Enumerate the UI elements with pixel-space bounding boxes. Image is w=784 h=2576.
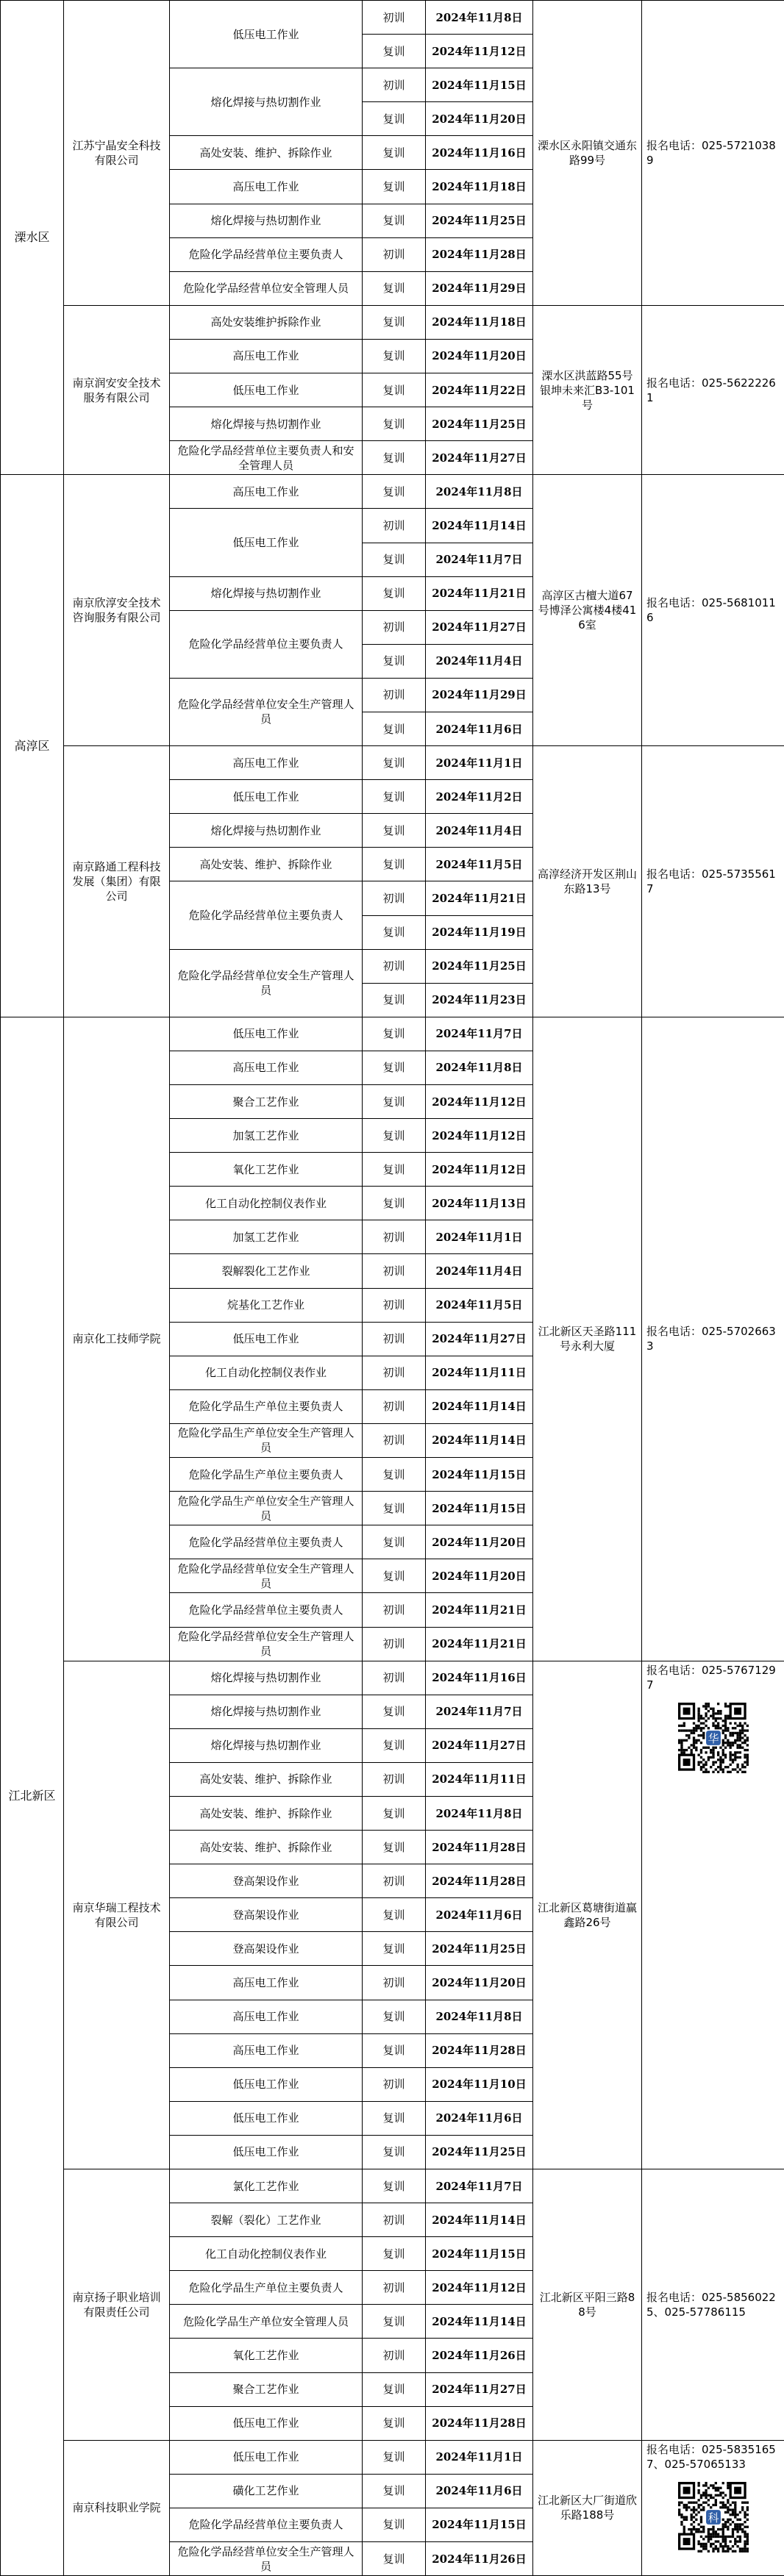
training-date-cell: 2024年11月12日 xyxy=(426,1085,533,1119)
contact-phone: 报名电话：025-57355617 xyxy=(646,867,780,896)
schedule-row xyxy=(1,1661,784,1695)
schedule-row xyxy=(1,305,784,339)
course-name-cell: 危险化学品经营单位安全生产管理人员 xyxy=(170,1559,363,1593)
training-date-cell: 2024年11月27日 xyxy=(426,2372,533,2406)
course-name-cell: 聚合工艺作业 xyxy=(170,2372,363,2406)
training-date-cell: 2024年11月6日 xyxy=(426,2101,533,2135)
course-name-cell: 危险化学品经营单位安全生产管理人员 xyxy=(170,1627,363,1661)
course-name-cell: 危险化学品经营单位安全生产管理人员 xyxy=(170,678,363,745)
course-name-cell: 熔化焊接与热切割作业 xyxy=(170,576,363,610)
training-type-cell: 复训 xyxy=(363,136,426,170)
course-name-cell: 高处安装、维护、拆除作业 xyxy=(170,1762,363,1796)
training-date-cell: 2024年11月4日 xyxy=(426,814,533,848)
training-date-cell: 2024年11月18日 xyxy=(426,170,533,204)
organization-cell: 江苏宁晶安全科技有限公司 xyxy=(64,1,170,306)
contact-phone: 报名电话：025-57026633 xyxy=(646,1324,780,1353)
contact-cell xyxy=(642,2169,784,2441)
training-date-cell: 2024年11月11日 xyxy=(426,1356,533,1389)
training-type-cell: 初训 xyxy=(363,1,426,35)
training-date-cell: 2024年11月11日 xyxy=(426,1762,533,1796)
training-date-cell: 2024年11月6日 xyxy=(426,2474,533,2508)
course-name-cell: 危险化学品经营单位安全生产管理人员 xyxy=(170,2542,363,2576)
address-cell: 江北新区大厂街道欣乐路188号 xyxy=(533,2440,642,2575)
training-type-cell: 初训 xyxy=(363,1254,426,1288)
course-name-cell: 裂解（裂化）工艺作业 xyxy=(170,2203,363,2237)
training-date-cell: 2024年11月28日 xyxy=(426,2406,533,2440)
training-date-cell: 2024年11月25日 xyxy=(426,204,533,237)
address-cell: 江北新区葛塘街道赢鑫路26号 xyxy=(533,1661,642,2169)
course-name-cell: 聚合工艺作业 xyxy=(170,1085,363,1119)
training-date-cell: 2024年11月6日 xyxy=(426,1898,533,1932)
training-type-cell: 初训 xyxy=(363,1661,426,1695)
training-type-cell: 复训 xyxy=(363,1153,426,1187)
training-date-cell: 2024年11月20日 xyxy=(426,102,533,136)
training-date-cell: 2024年11月29日 xyxy=(426,271,533,305)
schedule-row xyxy=(1,1017,784,1051)
training-type-cell: 复训 xyxy=(363,2169,426,2203)
contact-cell xyxy=(642,1017,784,1661)
training-type-cell: 初训 xyxy=(363,1864,426,1898)
course-name-cell: 低压电工作业 xyxy=(170,1,363,68)
training-type-cell: 复训 xyxy=(363,305,426,339)
course-name-cell: 高处安装维护拆除作业 xyxy=(170,305,363,339)
training-date-cell: 2024年11月28日 xyxy=(426,237,533,271)
training-date-cell: 2024年11月16日 xyxy=(426,136,533,170)
training-date-cell: 2024年11月25日 xyxy=(426,949,533,983)
address-cell: 溧水区永阳镇交通东路99号 xyxy=(533,1,642,306)
training-type-cell: 复训 xyxy=(363,746,426,780)
course-name-cell: 危险化学品经营单位主要负责人 xyxy=(170,610,363,678)
course-name-cell: 氯化工艺作业 xyxy=(170,2169,363,2203)
course-name-cell: 高压电工作业 xyxy=(170,2033,363,2067)
training-date-cell: 2024年11月27日 xyxy=(426,1728,533,1762)
course-name-cell: 危险化学品经营单位安全生产管理人员 xyxy=(170,949,363,1017)
course-name-cell: 熔化焊接与热切割作业 xyxy=(170,407,363,441)
training-type-cell: 复训 xyxy=(363,407,426,441)
training-type-cell: 复训 xyxy=(363,2033,426,2067)
training-date-cell: 2024年11月27日 xyxy=(426,610,533,644)
training-type-cell: 复训 xyxy=(363,2000,426,2033)
course-name-cell: 危险化学品经营单位主要负责人 xyxy=(170,237,363,271)
training-type-cell: 复训 xyxy=(363,1525,426,1559)
address-cell: 高淳区古檀大道67号博泽公寓楼4楼416室 xyxy=(533,475,642,746)
course-name-cell: 危险化学品经营单位安全管理人员 xyxy=(170,271,363,305)
training-date-cell: 2024年11月8日 xyxy=(426,1051,533,1084)
training-type-cell: 初训 xyxy=(363,1389,426,1423)
course-name-cell: 登高架设作业 xyxy=(170,1898,363,1932)
training-type-cell: 复训 xyxy=(363,576,426,610)
course-name-cell: 低压电工作业 xyxy=(170,1017,363,1051)
course-name-cell: 危险化学品经营单位主要负责人 xyxy=(170,881,363,949)
course-name-cell: 高压电工作业 xyxy=(170,1051,363,1084)
course-name-cell: 熔化焊接与热切割作业 xyxy=(170,1728,363,1762)
training-date-cell: 2024年11月27日 xyxy=(426,441,533,475)
training-type-cell: 初训 xyxy=(363,610,426,644)
contact-phone: 报名电话：025-57210389 xyxy=(646,138,780,168)
training-date-cell: 2024年11月7日 xyxy=(426,1017,533,1051)
training-date-cell: 2024年11月8日 xyxy=(426,2000,533,2033)
training-date-cell: 2024年11月6日 xyxy=(426,712,533,745)
contact-cell xyxy=(642,305,784,474)
training-type-cell: 复训 xyxy=(363,1695,426,1728)
course-name-cell: 低压电工作业 xyxy=(170,2101,363,2135)
course-name-cell: 登高架设作业 xyxy=(170,1864,363,1898)
training-date-cell: 2024年11月12日 xyxy=(426,2271,533,2305)
training-type-cell: 复训 xyxy=(363,2372,426,2406)
course-name-cell: 氧化工艺作业 xyxy=(170,2339,363,2372)
training-type-cell: 初训 xyxy=(363,68,426,102)
training-date-cell: 2024年11月28日 xyxy=(426,1831,533,1864)
training-date-cell: 2024年11月18日 xyxy=(426,305,533,339)
training-type-cell: 初训 xyxy=(363,1356,426,1389)
training-date-cell: 2024年11月15日 xyxy=(426,1458,533,1492)
training-date-cell: 2024年11月7日 xyxy=(426,543,533,576)
course-name-cell: 危险化学品生产单位安全管理人员 xyxy=(170,2305,363,2339)
training-date-cell: 2024年11月25日 xyxy=(426,407,533,441)
district-cell: 江北新区 xyxy=(1,1017,64,2575)
training-date-cell: 2024年11月15日 xyxy=(426,2237,533,2271)
course-name-cell: 高处安装、维护、拆除作业 xyxy=(170,848,363,881)
training-date-cell: 2024年11月8日 xyxy=(426,475,533,509)
organization-cell: 南京欣淳安全技术咨询服务有限公司 xyxy=(64,475,170,746)
training-type-cell: 复训 xyxy=(363,1932,426,1966)
training-date-cell: 2024年11月25日 xyxy=(426,2135,533,2169)
schedule-row xyxy=(1,1,784,35)
registration-qr-code xyxy=(678,2482,749,2552)
training-date-cell: 2024年11月4日 xyxy=(426,644,533,678)
training-type-cell: 初训 xyxy=(363,1423,426,1457)
schedule-row xyxy=(1,2440,784,2474)
organization-cell: 南京润安安全技术服务有限公司 xyxy=(64,305,170,474)
course-name-cell: 危险化学品生产单位安全生产管理人员 xyxy=(170,1423,363,1457)
training-date-cell: 2024年11月15日 xyxy=(426,1492,533,1525)
course-name-cell: 高压电工作业 xyxy=(170,475,363,509)
training-date-cell: 2024年11月1日 xyxy=(426,2440,533,2474)
course-name-cell: 加氢工艺作业 xyxy=(170,1119,363,1153)
training-type-cell: 复训 xyxy=(363,1051,426,1084)
training-date-cell: 2024年11月7日 xyxy=(426,2169,533,2203)
training-date-cell: 2024年11月5日 xyxy=(426,848,533,881)
district-cell: 高淳区 xyxy=(1,475,64,1017)
training-date-cell: 2024年11月8日 xyxy=(426,1,533,35)
training-type-cell: 复训 xyxy=(363,2542,426,2576)
training-date-cell: 2024年11月21日 xyxy=(426,576,533,610)
training-type-cell: 复训 xyxy=(363,543,426,576)
course-name-cell: 熔化焊接与热切割作业 xyxy=(170,68,363,136)
training-type-cell: 复训 xyxy=(363,2406,426,2440)
course-name-cell: 加氢工艺作业 xyxy=(170,1220,363,1254)
contact-phone: 报名电话：025-56222261 xyxy=(646,376,780,405)
contact-cell xyxy=(642,2440,784,2575)
training-type-cell: 复训 xyxy=(363,2237,426,2271)
training-type-cell: 复训 xyxy=(363,102,426,136)
district-cell: 溧水区 xyxy=(1,1,64,475)
course-name-cell: 熔化焊接与热切割作业 xyxy=(170,1695,363,1728)
course-name-cell: 危险化学品经营单位主要负责人 xyxy=(170,2508,363,2541)
schedule-row xyxy=(1,2169,784,2203)
contact-cell xyxy=(642,746,784,1017)
training-date-cell: 2024年11月25日 xyxy=(426,1932,533,1966)
schedule-row xyxy=(1,746,784,780)
training-type-cell: 复训 xyxy=(363,475,426,509)
training-type-cell: 复训 xyxy=(363,2305,426,2339)
training-date-cell: 2024年11月5日 xyxy=(426,1288,533,1322)
training-type-cell: 复训 xyxy=(363,1492,426,1525)
qr-logo-mark: 科 xyxy=(708,2511,719,2525)
training-date-cell: 2024年11月14日 xyxy=(426,1423,533,1457)
training-date-cell: 2024年11月21日 xyxy=(426,1627,533,1661)
training-type-cell: 复训 xyxy=(363,1119,426,1153)
training-date-cell: 2024年11月20日 xyxy=(426,1559,533,1593)
training-date-cell: 2024年11月12日 xyxy=(426,1119,533,1153)
contact-cell xyxy=(642,475,784,746)
training-date-cell: 2024年11月21日 xyxy=(426,881,533,915)
registration-qr-code xyxy=(678,1703,749,1773)
organization-cell: 南京路通工程科技发展（集团）有限公司 xyxy=(64,746,170,1017)
training-date-cell: 2024年11月20日 xyxy=(426,1525,533,1559)
schedule-row xyxy=(1,475,784,509)
organization-cell: 南京华瑞工程技术有限公司 xyxy=(64,1661,170,2169)
course-name-cell: 登高架设作业 xyxy=(170,1932,363,1966)
course-name-cell: 低压电工作业 xyxy=(170,2406,363,2440)
course-name-cell: 熔化焊接与热切割作业 xyxy=(170,814,363,848)
organization-cell: 南京化工技师学院 xyxy=(64,1017,170,1661)
training-type-cell: 初训 xyxy=(363,2271,426,2305)
training-type-cell: 复训 xyxy=(363,1085,426,1119)
course-name-cell: 高压电工作业 xyxy=(170,339,363,373)
course-name-cell: 高压电工作业 xyxy=(170,1966,363,2000)
contact-phone: 报名电话：025-58560225、025-57786115 xyxy=(646,2290,780,2319)
training-type-cell: 复训 xyxy=(363,35,426,68)
contact-phone: 报名电话：025-56810116 xyxy=(646,595,780,625)
training-type-cell: 复训 xyxy=(363,2440,426,2474)
training-type-cell: 复训 xyxy=(363,1017,426,1051)
training-date-cell: 2024年11月12日 xyxy=(426,1153,533,1187)
training-type-cell: 复训 xyxy=(363,2508,426,2541)
course-name-cell: 高压电工作业 xyxy=(170,170,363,204)
training-type-cell: 初训 xyxy=(363,2067,426,2101)
address-cell: 江北新区天圣路111号永利大厦 xyxy=(533,1017,642,1661)
training-type-cell: 初训 xyxy=(363,509,426,543)
address-cell: 溧水区洪蓝路55号银坤未来汇B3-101号 xyxy=(533,305,642,474)
training-date-cell: 2024年11月21日 xyxy=(426,1593,533,1627)
training-date-cell: 2024年11月14日 xyxy=(426,1389,533,1423)
training-date-cell: 2024年11月15日 xyxy=(426,2508,533,2541)
training-type-cell: 复训 xyxy=(363,2135,426,2169)
training-date-cell: 2024年11月12日 xyxy=(426,35,533,68)
training-type-cell: 初训 xyxy=(363,949,426,983)
course-name-cell: 高处安装、维护、拆除作业 xyxy=(170,1796,363,1830)
training-type-cell: 复训 xyxy=(363,2101,426,2135)
training-type-cell: 初训 xyxy=(363,1322,426,1356)
training-date-cell: 2024年11月10日 xyxy=(426,2067,533,2101)
training-date-cell: 2024年11月28日 xyxy=(426,2033,533,2067)
course-name-cell: 裂解裂化工艺作业 xyxy=(170,1254,363,1288)
course-name-cell: 氧化工艺作业 xyxy=(170,1153,363,1187)
training-date-cell: 2024年11月15日 xyxy=(426,68,533,102)
training-type-cell: 复训 xyxy=(363,1559,426,1593)
training-date-cell: 2024年11月14日 xyxy=(426,2305,533,2339)
training-date-cell: 2024年11月4日 xyxy=(426,1254,533,1288)
organization-cell: 南京扬子职业培训有限责任公司 xyxy=(64,2169,170,2441)
training-type-cell: 初训 xyxy=(363,678,426,712)
training-date-cell: 2024年11月20日 xyxy=(426,1966,533,2000)
training-type-cell: 复训 xyxy=(363,1831,426,1864)
training-type-cell: 复训 xyxy=(363,780,426,814)
training-type-cell: 复训 xyxy=(363,915,426,949)
contact-phone: 报名电话：025-58351657、025-57065133 xyxy=(646,2442,780,2472)
training-type-cell: 初训 xyxy=(363,1220,426,1254)
training-type-cell: 复训 xyxy=(363,1728,426,1762)
training-type-cell: 复训 xyxy=(363,1796,426,1830)
training-type-cell: 初训 xyxy=(363,881,426,915)
course-name-cell: 磺化工艺作业 xyxy=(170,2474,363,2508)
training-date-cell: 2024年11月13日 xyxy=(426,1187,533,1220)
training-type-cell: 复训 xyxy=(363,441,426,475)
course-name-cell: 危险化学品经营单位主要负责人 xyxy=(170,1593,363,1627)
training-type-cell: 复训 xyxy=(363,339,426,373)
course-name-cell: 低压电工作业 xyxy=(170,2440,363,2474)
course-name-cell: 烷基化工艺作业 xyxy=(170,1288,363,1322)
training-date-cell: 2024年11月2日 xyxy=(426,780,533,814)
training-type-cell: 复训 xyxy=(363,983,426,1017)
address-cell: 江北新区平阳三路88号 xyxy=(533,2169,642,2441)
training-date-cell: 2024年11月1日 xyxy=(426,1220,533,1254)
course-name-cell: 危险化学品生产单位安全生产管理人员 xyxy=(170,1492,363,1525)
training-type-cell: 复训 xyxy=(363,1187,426,1220)
training-date-cell: 2024年11月28日 xyxy=(426,1864,533,1898)
training-date-cell: 2024年11月14日 xyxy=(426,2203,533,2237)
training-type-cell: 初训 xyxy=(363,237,426,271)
organization-cell: 南京科技职业学院 xyxy=(64,2440,170,2575)
course-name-cell: 低压电工作业 xyxy=(170,2135,363,2169)
training-type-cell: 复训 xyxy=(363,373,426,407)
training-type-cell: 复训 xyxy=(363,1898,426,1932)
training-date-cell: 2024年11月19日 xyxy=(426,915,533,949)
contact-phone: 报名电话：025-57671297 xyxy=(646,1663,780,1692)
course-name-cell: 化工自动化控制仪表作业 xyxy=(170,1187,363,1220)
training-date-cell: 2024年11月26日 xyxy=(426,2339,533,2372)
course-name-cell: 高处安装、维护、拆除作业 xyxy=(170,136,363,170)
training-type-cell: 初训 xyxy=(363,1288,426,1322)
training-type-cell: 初训 xyxy=(363,1966,426,2000)
course-name-cell: 高处安装、维护、拆除作业 xyxy=(170,1831,363,1864)
training-type-cell: 复训 xyxy=(363,814,426,848)
qr-logo-mark: 华 xyxy=(708,1732,719,1745)
course-name-cell: 低压电工作业 xyxy=(170,780,363,814)
contact-cell xyxy=(642,1661,784,2169)
training-date-cell: 2024年11月27日 xyxy=(426,1322,533,1356)
training-type-cell: 初训 xyxy=(363,2339,426,2372)
course-name-cell: 危险化学品经营单位主要负责人和安全管理人员 xyxy=(170,441,363,475)
training-type-cell: 初训 xyxy=(363,2203,426,2237)
training-date-cell: 2024年11月1日 xyxy=(426,746,533,780)
training-type-cell: 复训 xyxy=(363,712,426,745)
training-type-cell: 复训 xyxy=(363,644,426,678)
training-type-cell: 初训 xyxy=(363,1593,426,1627)
course-name-cell: 化工自动化控制仪表作业 xyxy=(170,2237,363,2271)
training-date-cell: 2024年11月8日 xyxy=(426,1796,533,1830)
course-name-cell: 危险化学品生产单位主要负责人 xyxy=(170,1458,363,1492)
course-name-cell: 熔化焊接与热切割作业 xyxy=(170,1661,363,1695)
training-date-cell: 2024年11月23日 xyxy=(426,983,533,1017)
training-type-cell: 初训 xyxy=(363,1762,426,1796)
training-type-cell: 复训 xyxy=(363,170,426,204)
course-name-cell: 危险化学品经营单位主要负责人 xyxy=(170,1525,363,1559)
training-date-cell: 2024年11月7日 xyxy=(426,1695,533,1728)
contact-cell xyxy=(642,1,784,306)
course-name-cell: 高压电工作业 xyxy=(170,2000,363,2033)
training-type-cell: 复训 xyxy=(363,848,426,881)
course-name-cell: 熔化焊接与热切割作业 xyxy=(170,204,363,237)
training-type-cell: 复训 xyxy=(363,1458,426,1492)
course-name-cell: 高压电工作业 xyxy=(170,746,363,780)
training-type-cell: 复训 xyxy=(363,271,426,305)
address-cell: 高淳经济开发区荆山东路13号 xyxy=(533,746,642,1017)
course-name-cell: 低压电工作业 xyxy=(170,1322,363,1356)
course-name-cell: 危险化学品生产单位主要负责人 xyxy=(170,1389,363,1423)
training-date-cell: 2024年11月14日 xyxy=(426,509,533,543)
training-date-cell: 2024年11月22日 xyxy=(426,373,533,407)
course-name-cell: 低压电工作业 xyxy=(170,373,363,407)
course-name-cell: 危险化学品生产单位主要负责人 xyxy=(170,2271,363,2305)
course-name-cell: 低压电工作业 xyxy=(170,2067,363,2101)
course-name-cell: 低压电工作业 xyxy=(170,509,363,576)
training-type-cell: 复训 xyxy=(363,204,426,237)
course-name-cell: 化工自动化控制仪表作业 xyxy=(170,1356,363,1389)
training-date-cell: 2024年11月26日 xyxy=(426,2542,533,2576)
training-date-cell: 2024年11月20日 xyxy=(426,339,533,373)
training-date-cell: 2024年11月16日 xyxy=(426,1661,533,1695)
training-date-cell: 2024年11月29日 xyxy=(426,678,533,712)
training-type-cell: 复训 xyxy=(363,2474,426,2508)
training-type-cell: 初训 xyxy=(363,1627,426,1661)
